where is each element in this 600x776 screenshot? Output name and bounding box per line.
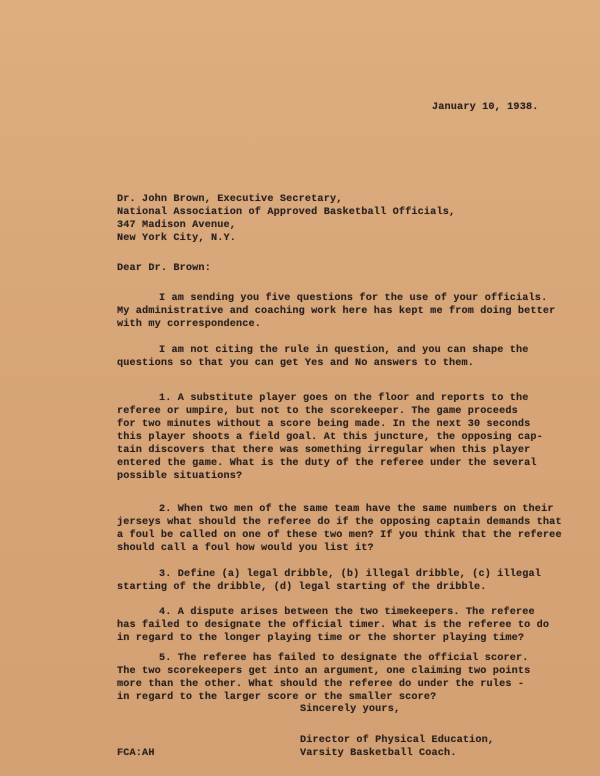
- question-line: referee or umpire, but not to the scorekeeper. The game proceeds: [117, 406, 518, 417]
- question-line: entered the game. What is the duty of the referee under the several: [117, 458, 537, 469]
- paragraph-line: I am sending you five questions for the use of your officials.: [159, 293, 548, 304]
- question-line: in regard to the longer playing time or the shorter playing time?: [117, 633, 525, 644]
- signature-line: Varsity Basketball Coach.: [300, 748, 457, 759]
- paragraph-line: My administrative and coaching work here has kept me from doing better: [117, 306, 556, 317]
- letter-date: January 10, 1938.: [432, 102, 539, 113]
- question-line: tain discovers that there was something irregular when this player: [117, 445, 531, 456]
- question-line: more than the other. What should the referee do under the rules -: [117, 679, 525, 690]
- recipient-line: 347 Madison Avenue,: [117, 220, 237, 231]
- recipient-line: Dr. John Brown, Executive Secretary,: [117, 194, 343, 205]
- question-line: 5. The referee has failed to designate the official scorer.: [159, 653, 529, 664]
- paragraph-line: with my correspondence.: [117, 319, 262, 330]
- recipient-line: National Association of Approved Basketball Officials,: [117, 207, 456, 218]
- question-line: 1. A substitute player goes on the floor and reports to the: [159, 393, 529, 404]
- paragraph-line: I am not citing the rule in question, and you can shape the: [159, 345, 529, 356]
- paragraph-line: questions so that you can get Yes and No answers to them.: [117, 358, 475, 369]
- question-line: jerseys what should the referee do if the opposing captain demands that: [117, 517, 562, 528]
- question-line: this player shoots a field goal. At this juncture, the opposing cap-: [117, 432, 543, 443]
- question-line: starting of the dribble, (d) legal starting of the dribble.: [117, 582, 487, 593]
- question-line: for two minutes without a score being made. In the next 30 seconds: [117, 419, 531, 430]
- question-line: a foul be called on one of these two men? If you think that the referee: [117, 530, 562, 541]
- signature-line: Director of Physical Education,: [300, 735, 495, 746]
- salutation: Dear Dr. Brown:: [117, 263, 211, 274]
- question-line: 3. Define (a) legal dribble, (b) illegal dribble, (c) illegal: [159, 569, 542, 580]
- question-line: should call a foul how would you list it?: [117, 543, 374, 554]
- question-line: possible situations?: [117, 471, 243, 482]
- question-line: 2. When two men of the same team have the same numbers on their: [159, 504, 554, 515]
- question-line: 4. A dispute arises between the two timekeepers. The referee: [159, 607, 535, 618]
- typist-initials: FCA:AH: [117, 748, 155, 759]
- closing: Sincerely yours,: [300, 704, 401, 715]
- question-line: The two scorekeepers get into an argument, one claiming two points: [117, 666, 531, 677]
- question-line: in regard to the larger score or the smaller score?: [117, 692, 437, 703]
- question-line: has failed to designate the official timer. What is the referee to do: [117, 620, 550, 631]
- recipient-line: New York City, N.Y.: [117, 233, 237, 244]
